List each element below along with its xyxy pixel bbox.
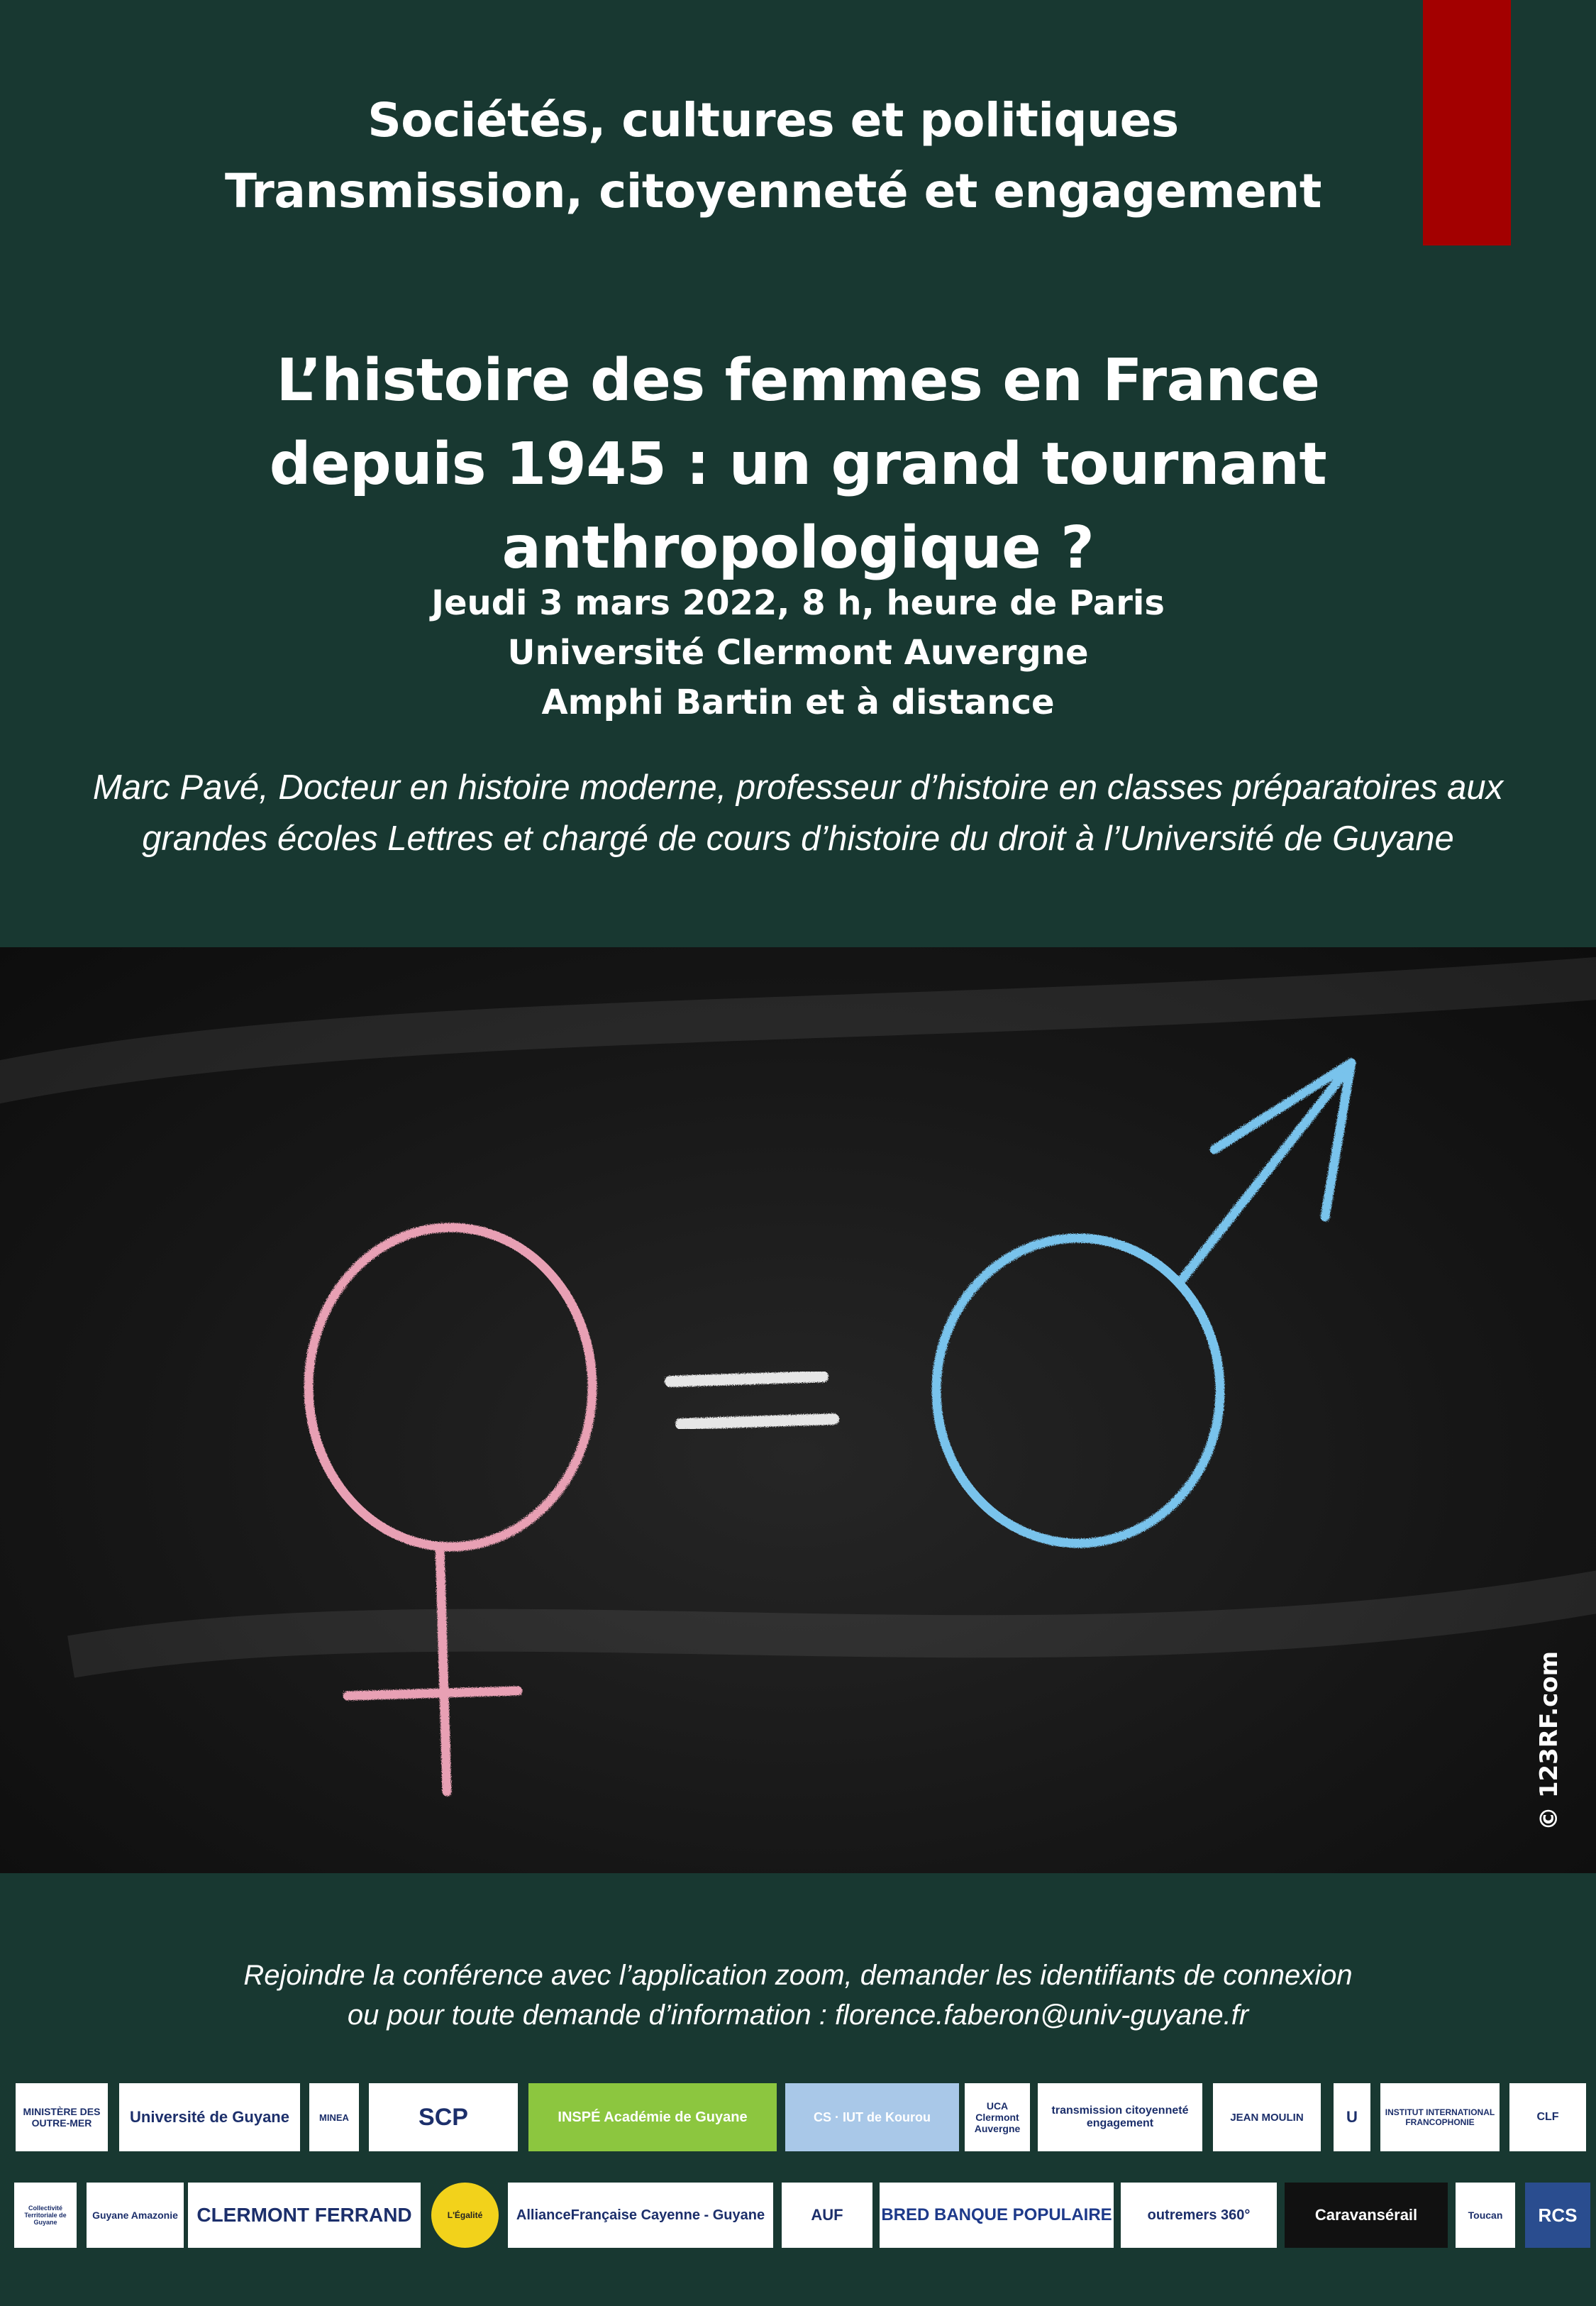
join-line-1: Rejoindre la conférence avec l’application zoom, demander les identifiants de connexion — [243, 1960, 1353, 1991]
event-info — [0, 578, 1596, 727]
event-room: Amphi Bartin et à distance — [541, 683, 1055, 722]
male-symbol — [936, 1063, 1351, 1543]
join-instructions — [0, 1955, 1596, 2035]
partner-logos-row-2 — [0, 2183, 1596, 2248]
inspe-logo: INSPÉ Académie de Guyane — [528, 2083, 777, 2151]
alliance-francaise-logo: AllianceFrançaise Cayenne - Guyane — [508, 2183, 773, 2248]
speaker-line-2: grandes écoles Lettres et chargé de cours d’histoire du droit à l’Université de Guyane — [142, 820, 1454, 858]
outremers-360-logo: outremers 360° — [1121, 2183, 1277, 2248]
rcs-logo: RCS — [1525, 2183, 1590, 2248]
partner-logos-row-1 — [0, 2083, 1596, 2151]
event-venue: Université Clermont Auvergne — [507, 633, 1089, 673]
title-line-2: depuis 1945 : un grand tournant anthropologique ? — [269, 431, 1327, 582]
bred-logo: BRED BANQUE POPULAIRE — [880, 2183, 1114, 2248]
collectivite-guyane-logo: Collectivité Territoriale de Guyane — [14, 2183, 77, 2248]
image-credit: © 123RF.com — [1535, 1650, 1563, 1831]
guyane-amazonie-logo: Guyane Amazonie — [87, 2183, 184, 2248]
jean-moulin-logo: JEAN MOULIN — [1213, 2083, 1321, 2151]
institut-francophonie-logo: INSTITUT INTERNATIONAL FRANCOPHONIE — [1380, 2083, 1500, 2151]
chalkboard-image — [0, 947, 1596, 1873]
caravanserail-logo: Caravansérail — [1285, 2183, 1448, 2248]
transmission-citoyennete-engagement-logo: transmission citoyenneté engagement — [1038, 2083, 1202, 2151]
signature-logo-logo: CLF — [1509, 2083, 1586, 2151]
uca-logo: UCA Clermont Auvergne — [965, 2083, 1030, 2151]
event-date: Jeudi 3 mars 2022, 8 h, heure de Paris — [431, 583, 1165, 623]
gender-equality-illustration — [0, 947, 1596, 1873]
title-line-1: L’histoire des femmes en France — [276, 347, 1320, 414]
series-heading — [0, 85, 1546, 227]
join-line-2[interactable]: ou pour toute demande d’information : florence.faberon@univ-guyane.fr — [347, 1999, 1249, 2031]
conference-title — [0, 339, 1596, 590]
universite-logo-logo: U — [1334, 2083, 1370, 2151]
scp-logo: SCP — [369, 2083, 518, 2151]
equals-sign — [670, 1377, 833, 1424]
minea-logo: MINEA — [309, 2083, 359, 2151]
ministere-outre-mer-logo: MINISTÈRE DES OUTRE-MER — [16, 2083, 108, 2151]
cs-iut-kourou-logo: CS · IUT de Kourou — [785, 2083, 959, 2151]
series-line-2: Transmission, citoyenneté et engagement — [225, 164, 1321, 219]
auf-logo: AUF — [782, 2183, 872, 2248]
series-line-1: Sociétés, cultures et politiques — [367, 93, 1179, 148]
toucan-logo-logo: Toucan — [1456, 2183, 1515, 2248]
egalite-badge-logo: L'Égalité — [431, 2183, 499, 2248]
female-symbol — [309, 1228, 592, 1792]
speaker-line-1: Marc Pavé, Docteur en histoire moderne, professeur d’histoire en classes préparatoires aux — [92, 768, 1504, 807]
speaker-info — [0, 762, 1596, 864]
universite-de-guyane-logo: Université de Guyane — [119, 2083, 300, 2151]
clermont-ferrand-logo: CLERMONT FERRAND — [188, 2183, 421, 2248]
